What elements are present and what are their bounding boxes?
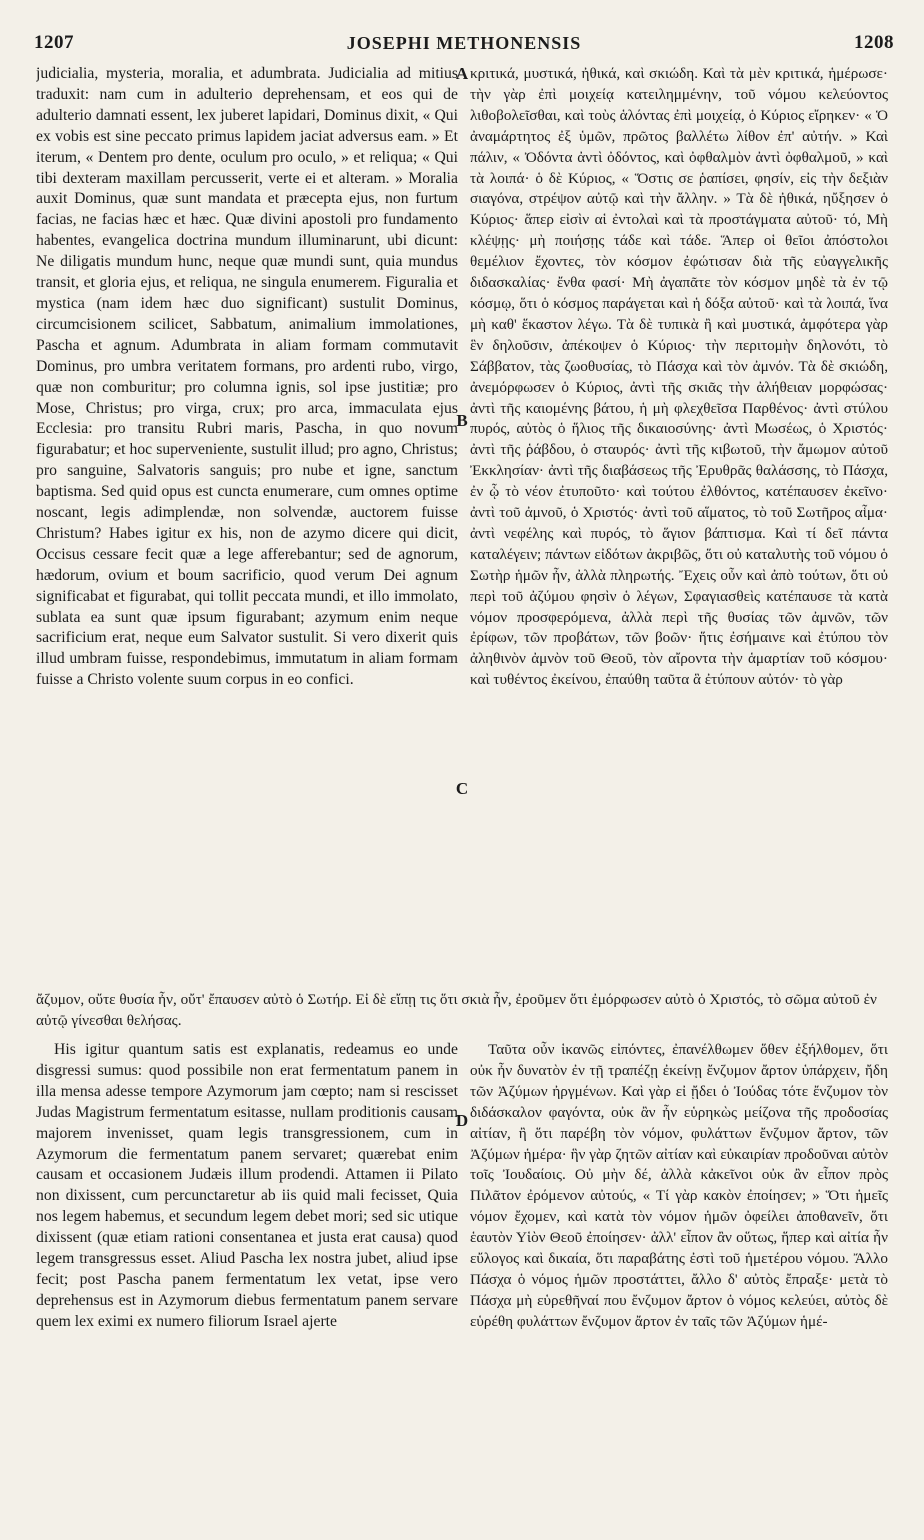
latin-paragraph-1: judicialia, mysteria, moralia, et adumbrata. Judicialia ad mitius traduxit: nam cum in adulterio deprehensam, et eos qui de adulterio damnati essent, lex juberet lapidari, Dominus dixit, « Qui ex vobis est sine peccato primus lapidem jaciat adversus eam. » Et iterum, « Dentem pro dente, oculum pro oculo, » et reliqua; « Qui tibi dexteram maxillam percusserit, verte ei et alteram. » Moralia auxit Dominus, quæ sunt mandata et præcepta ejus, non furtum facias, ne facias hæc et hæc. Quæ divini apostoli pro fundamento habentes, evangelica doctrina mundum illuminarunt, ubi dicunt: Ne diligatis mundum hunc, neque quæ mundi sunt, quia mundus transit, et gloria ejus, et reliqua, ne singula enumerem. Figuralia et mystica (nam idem hæc duo significant) sustulit Dominus, circumcisionem scilicet, Sabbatum, animalium immolationes, Pascha et agnum. Adumbrata in aliam formam commutavit Dominus, pro umbra veritatem formans, pro ardenti rubo, virgo, quæ non comburitur; pro columna ignis, sol ipse justitiæ; pro Mose, Christus; pro virga, crux; pro arca, immaculata ejus Ecclesia: pro transitu Rubri maris, Pascha, in quo novum figurabatur; et hoc superveniente, sustulit illud; pro agno, Christus; pro sanguine, Salvatoris sanguis; pro nube et igne, sanctum baptisma. Sed quid opus est cuncta enumerare, cum omnes optime noscant, legis adimplendæ, non solvendæ, auctorem fuisse Christum? Habes igitur ex his, non de azymo dicere qui dicit, Occisus cessare fecit quæ a lege afferebantur; sed de agnorum, hædorum, ovium et boum sacrificio, quod verum Dei agnum significabat et figurabat, qui tollit peccata mundi, et illo immolato, sublata ea sunt quæ ipsum figurabant; azymum enim neque sacrificium erat, neque eum Salvator sustulit. Si vero dixerit quis illud umbram fuisse, respondebimus, immutatum in aliam formam fuisse a Christo volente suum corpus in eo confici.: [36, 65, 458, 689]
section-marker-b: B: [456, 411, 468, 430]
latin-column-lower: [36, 1040, 458, 1510]
section-marker-c: C: [455, 779, 469, 798]
greek-spanning-lines: [36, 990, 892, 1034]
latin-paragraph-2: His igitur quantum satis est explanatis, redeamus eo unde disgressi sumus: quod possibile non erat fermentatum panem in illa mensa adesse tempore Azymorum jam cœpto; nam si rescisset Judas Magistrum fermentatum esitasse, nullam proditionis causam majorem invenisset, quam legis transgressionem, cum in Azymorum die fermentatum panem servaret; quærebat enim causam et occasionem Judæis illum prodendi. Attamen ii Pilato non dixissent, cum percunctaretur ab iis quid mali fecisset, Quia nos legem habemus, et secundum legem debet mori; sed sic utique dixissent (quæ etiam rationi consentanea et justa erat causa) quod legem transgressus esset. Aliud Pascha lex nostra jubet, aliud ipse fecit; post Pascha panem fermentatum lex vetat, ipse vero deprehensus est in Azymorum diebus fermentatum panem servare quem lex eximi ex numero filiorum Israel ajerte: [36, 1041, 458, 1330]
latin-column-upper: [36, 64, 458, 988]
greek-column-lower: [470, 1040, 888, 1510]
greek-paragraph-2: Ταῦτα οὖν ἱκανῶς εἰπόντες, ἐπανέλθωμεν ὅθεν ἐξήλθομεν, ὅτι οὐκ ἦν δυνατὸν ἐν τῇ τραπέζῃ ἐκείνῃ ἔνζυμον ἄρτον ὑπάρχειν, ἤδη τῶν Ἀζύμων ἠργμένων. Καὶ γὰρ εἰ ᾔδει ὁ Ἰούδας τότε ἔνζυμον τὸν διδάσκαλον φαγόντα, οὐκ ἂν ἦν εὑρηκὼς μείζονα τῆς προδοσίας αἰτίαν, ἢ ὅτι παρέβη τὸν νόμον, φυλάττων ἔνζυμον ἄρτον, τῶν Ἀζύμων ἡμέρα· ἣν γὰρ ζητῶν αἰτίαν καὶ εὐκαιρίαν προδοῦναι αὐτὸν τοῖς Ἰουδαίοις. Οὐ μὴν δέ, ἀλλὰ κἀκεῖνοι οὐκ ἂν εἶπον πρὸς Πιλᾶτον ἐρόμενον αὐτούς, « Τί γὰρ κακὸν ἐποίησεν; » Ὅτι ἡμεῖς νόμον ἔχομεν, καὶ κατὰ τὸν νόμον ἡμῶν ὀφείλει ἀποθανεῖν, ὅτι ἑαυτὸν Υἱὸν Θεοῦ ἐποίησεν· ἀλλ' εἶπον ἂν οὕτως, ἥπερ καὶ αἰτία ἦν εὔλογος καὶ δικαία, ὅτι παραβάτης ἐστὶ τοῦ ἡμετέρου νόμου. Ἄλλο Πάσχα ὁ νόμος ἡμῶν προστάττει, ἄλλο δ' αὐτὸς ἔπραξε· μετὰ τὸ Πάσχα μὴ εὑρεθῆναί που ἔνζυμον ἄρτον ὁ νόμος κελεύει, αὐτὸς δὲ εὑρέθη φυλάττων ἔνζυμον ἄρτον ἐν ταῖς τῶν Ἀζύμων ἡμέ-: [470, 1041, 888, 1330]
page-number-left: 1207: [34, 32, 74, 53]
greek-paragraph-1: κριτικά, μυστικά, ἠθικά, καὶ σκιώδη. Καὶ τὰ μὲν κριτικά, ἡμέρωσε· τὴν γὰρ ἐπὶ μοιχείᾳ κατειλημμένην, τοῦ νόμου κελεύοντος λιθοβολεῖσθαι, καὶ τοὺς ἁλόντας ἐπὶ μοιχείᾳ, ὁ Κύριος εἴρηκεν· « Ὁ ἀναμάρτητος ἐξ ὑμῶν, πρῶτος βαλλέτω λίθον ἐπ' αὐτήν. » Καὶ πάλιν, « Ὀδόντα ἀντὶ ὀδόντος, καὶ ὀφθαλμὸν ἀντὶ ὀφθαλμοῦ, » καὶ τὰ λοιπά· ὁ δὲ Κύριος, « Ὅστις σε ῥαπίσει, φησίν, εἰς τὴν δεξιὰν σιαγόνα, στρέψον αὐτῷ καὶ τὴν ἄλλην. » Τὰ δὲ ἠθικά, ηὔξησεν ὁ Κύριος· ἅπερ εἰσὶν αἱ ἐντολαὶ καὶ τὰ προστάγματα αὐτοῦ· τό, Μὴ κλέψῃς· μὴ ποιήσῃς τάδε καὶ τάδε. Ἅπερ οἱ θεῖοι ἀπόστολοι θεμέλιον ἔχοντες, τὸν κόσμον ἐφώτισαν διὰ τῆς εὐαγγελικῆς διδασκαλίας· ἔνθα φασί· Μὴ ἀγαπᾶτε τὸν κόσμον μηδὲ τὰ ἐν τῷ κόσμῳ, ὅτι ὁ κόσμος παράγεται καὶ ἡ δόξα αὐτοῦ· καὶ τὰ λοιπά, ἵνα μὴ καθ' ἕκαστον λέγω. Τὰ δὲ τυπικὰ ἢ καὶ μυστικά, ἀμφότερα γὰρ ἓν δηλοῦσιν, ἀπέκοψεν ὁ Κύριος· τὴν περιτομὴν δηλονότι, τὸ Σάββατον, τὰς ζωοθυσίας, τὸ Πάσχα καὶ τὸν ἀμνόν. Τὰ δὲ σκιώδη, ἀνεμόρφωσεν ὁ Κύριος, ἀντὶ τῆς σκιᾶς τὴν ἀλήθειαν μορφώσας· ἀντὶ τῆς καιομένης βάτου, ἡ μὴ φλεχθεῖσα Παρθένος· ἀντὶ στύλου πυρός, αὐτὸς ὁ ἥλιος τῆς δικαιοσύνης· ἀντὶ Μωσέως, ὁ Χριστός· ἀντὶ τῆς ῥάβδου, ὁ σταυρός· ἀντὶ τῆς κιβωτοῦ, τὴν ἄμωμον αὐτοῦ Ἐκκλησίαν· ἀντὶ τῆς διαβάσεως τῆς Ἐρυθρᾶς θαλάσσης, τὸ Πάσχα, ἐν ᾧ τὸ νέον ἐτυποῦτο· καὶ τούτου ἐλθόντος, κατέπαυσεν ἐκεῖνο· ἀντὶ τοῦ ἀμνοῦ, ὁ Χριστός· ἀντὶ τοῦ αἵματος, τὸ τοῦ Σωτῆρος αἷμα· ἀντὶ νεφέλης καὶ πυρός, τὸ ἅγιον βάπτισμα. Καὶ τί δεῖ πάντα καταλέγειν; πάντων εἰδότων ἀκριβῶς, ὅτι οὐ καταλυτὴς τοῦ νόμου ὁ Σωτὴρ ἡμῶν ἦν, ἀλλὰ πληρωτής. Ἔχεις οὖν καὶ ἀπὸ τούτων, ὅτι οὐ περὶ τοῦ ἀζύμου φησὶν ὁ λέγων, Σφαγιασθεὶς κατέπαυσε τὰ κατὰ νόμον προσφερόμενα, ἀλλὰ περὶ τῆς θυσίας τῶν ἀμνῶν, τῶν ἐρίφων, τῶν προβάτων, τῶν βοῶν· ἥτις ἐσήμαινε καὶ ἐτύπου τὸν ἀληθινὸν ἀμνὸν τοῦ Θεοῦ, τὸν αἴροντα τὴν ἁμαρτίαν τοῦ κόσμου· καὶ τυθέντος ἐκείνου, ἐπαύθη ταῦτα ἃ ἐτύπουν αὐτόν· τὸ γὰρ: [470, 65, 888, 689]
section-marker-d: D: [455, 1111, 469, 1130]
running-header: [34, 30, 894, 56]
section-marker-a: A: [455, 64, 469, 83]
greek-column-upper: [470, 64, 888, 988]
page-number-right: 1208: [854, 32, 894, 53]
greek-span-text: ἄζυμον, οὔτε θυσία ἦν, οὔτ' ἔπαυσεν αὐτὸ ὁ Σωτήρ. Εἰ δὲ εἴπῃ τις ὅτι σκιὰ ἦν, ἐροῦμεν ὅτι ἐμόρφωσεν αὐτὸ ὁ Χριστός, τὸ σῶμα αὐτοῦ ἐν αὐτῷ γίνεσθαι θελήσας.: [36, 991, 877, 1029]
running-title: JOSEPHI METHONENSIS: [346, 32, 582, 53]
